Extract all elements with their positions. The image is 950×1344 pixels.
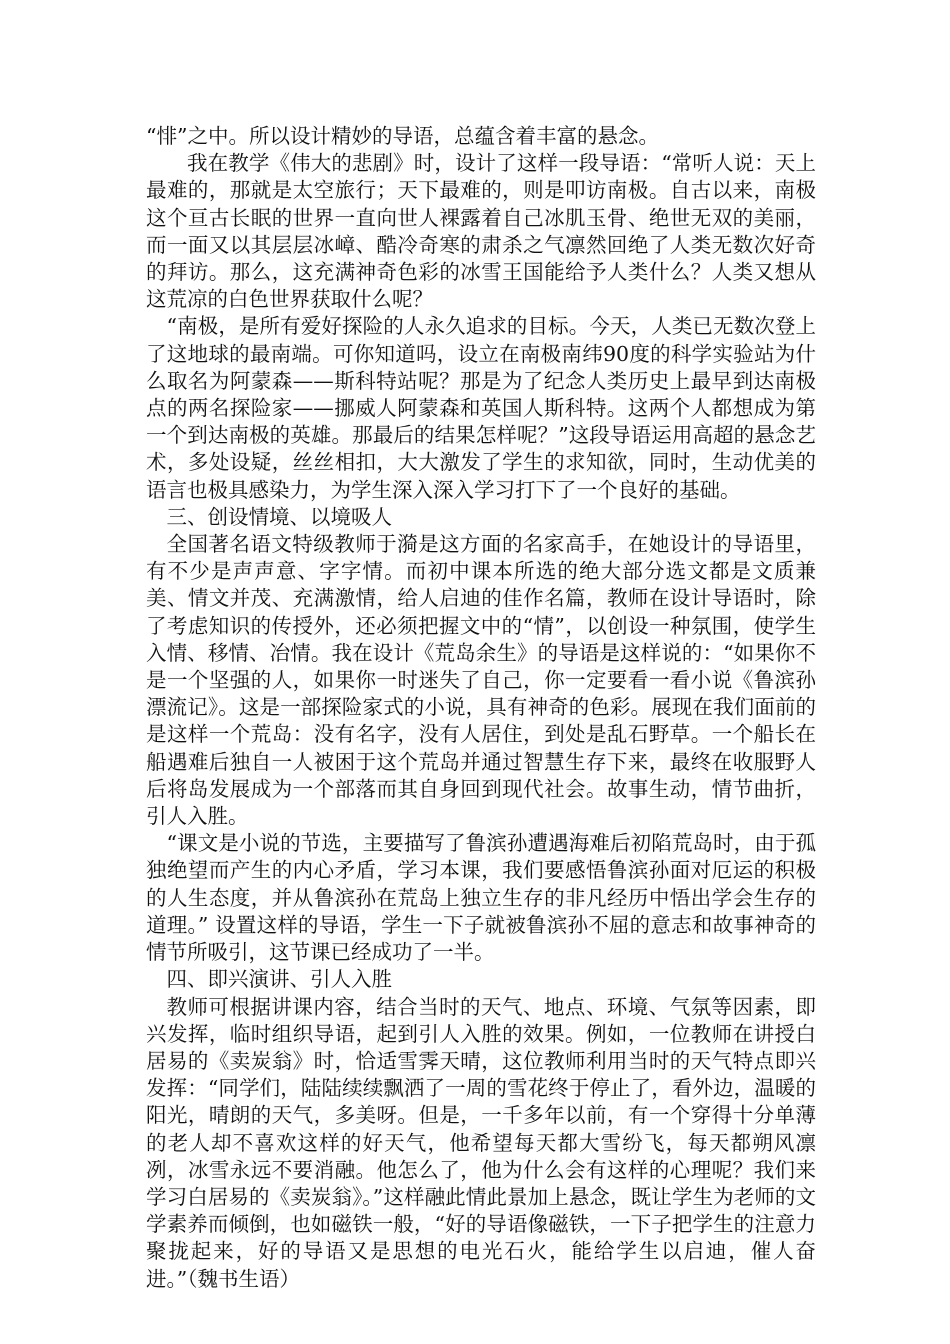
paragraph-intro-example: 我在教学《伟大的悲剧》时，设计了这样一段导语：“常听人说：天上最难的，那就是太空旅行；天下最难的，则是叩访南极。自古以来，南极这个亘古长眠的世界一直向世人裸露着自己冰肌玉骨、绝世无双的美丽，而一面又以其层层冰嶂、酷冷奇寒的肃杀之气凛然回绝了人类无数次好奇的拜访。那么，这充满神奇色彩的冰雪王国能给予人类什么？人类又想从这荒凉的白色世界获取什么呢？ — [146, 151, 816, 312]
paragraph-robinson-quote: “课文是小说的节选，主要描写了鲁滨孙遭遇海难后初陷荒岛时，由于孤独绝望而产生的内心矛盾，学习本课，我们要感悟鲁滨孙面对厄运的积极的人生态度，并从鲁滨孙在荒岛上独立生存的非凡经历中悟出学会生存的道理。” 设置这样的导语，学生一下子就被鲁滨孙不屈的意志和故事神奇的情节所吸引，这节课已经成功了一半。 — [146, 831, 816, 965]
section-heading-four: 四、即兴演讲、引人入胜 — [166, 967, 392, 992]
paragraph-impromptu: 教师可根据讲课内容，结合当时的天气、地点、环境、气氛等因素，即兴发挥，临时组织导语，起到引人入胜的效果。例如，一位教师在讲授白居易的《卖炭翁》时，恰适雪霁天晴，这位教师利用当时的天气特点即兴发挥：“同学们，陆陆续续飘洒了一周的雪花终于停止了，看外边，温暖的阳光，晴朗的天气，多美呀。但是，一千多年以前，有一个穿得十分单薄的老人却不喜欢这样的好天气，他希望每天都大雪纷飞，每天都朔风凛冽，冰雪永远不要消融。他怎么了，他为什么会有这样的心理呢？我们来学习白居易的《卖炭翁》。”这样融此情此景加上悬念，既让学生为老师的文学素养而倾倒，也如磁铁一般，“好的导语像磁铁，一下子把学生的注意力聚拢起来，好的导语又是思想的电光石火，能给学生以启迪，催人奋进。”（魏书生语） — [146, 994, 816, 1291]
paragraph-situation: 全国著名语文特级教师于漪是这方面的名家高手，在她设计的导语里，有不少是声声意、字字情。而初中课本所选的绝大部分选文都是文质兼美、情文并茂、充满激情，给人启迪的佳作名篇，教师在设计导语时，除了考虑知识的传授外，还必须把握文中的“情”，以创设一种氛围，使学生入情、移情、冶情。我在设计《荒岛余生》的导语是这样说的：“如果你不是一个坚强的人，如果你一时迷失了自己，你一定要看一看小说《鲁滨孙漂流记》。这是一部探险家式的小说，具有神奇的色彩。展现在我们面前的是这样一个荒岛：没有名字，没有人居住，到处是乱石野草。一个船长在船遇难后独自一人被困于这个荒岛并通过智慧生存下来，最终在收服野人后将岛发展成为一个部落而其自身回到现代社会。故事生动，情节曲折，引人入胜。 — [146, 532, 816, 829]
section-heading-three: 三、创设情境、以境吸人 — [166, 504, 392, 529]
paragraph-antarctic-quote: “南极，是所有爱好探险的人永久追求的目标。今天，人类已无数次登上了这地球的最南端。可你知道吗，设立在南极南纬90度的科学实验站为什么取名为阿蒙森——斯科特站呢？那是为了纪念人类历史上最早到达南极点的两名探险家——挪威人阿蒙森和英国人斯科特。这两个人都想成为第一个到达南极的英雄。那最后的结果怎样呢？”这段导语运用高超的悬念艺术，多处设疑，丝丝相扣，大大激发了学生的求知欲，同时，生动优美的语言也极具感染力，为学生深入深入学习打下了一个良好的基础。 — [146, 314, 816, 502]
document-body — [146, 123, 816, 1293]
paragraph-continuation: “悱”之中。所以设计精妙的导语，总蕴含着丰富的悬念。 — [146, 124, 659, 148]
